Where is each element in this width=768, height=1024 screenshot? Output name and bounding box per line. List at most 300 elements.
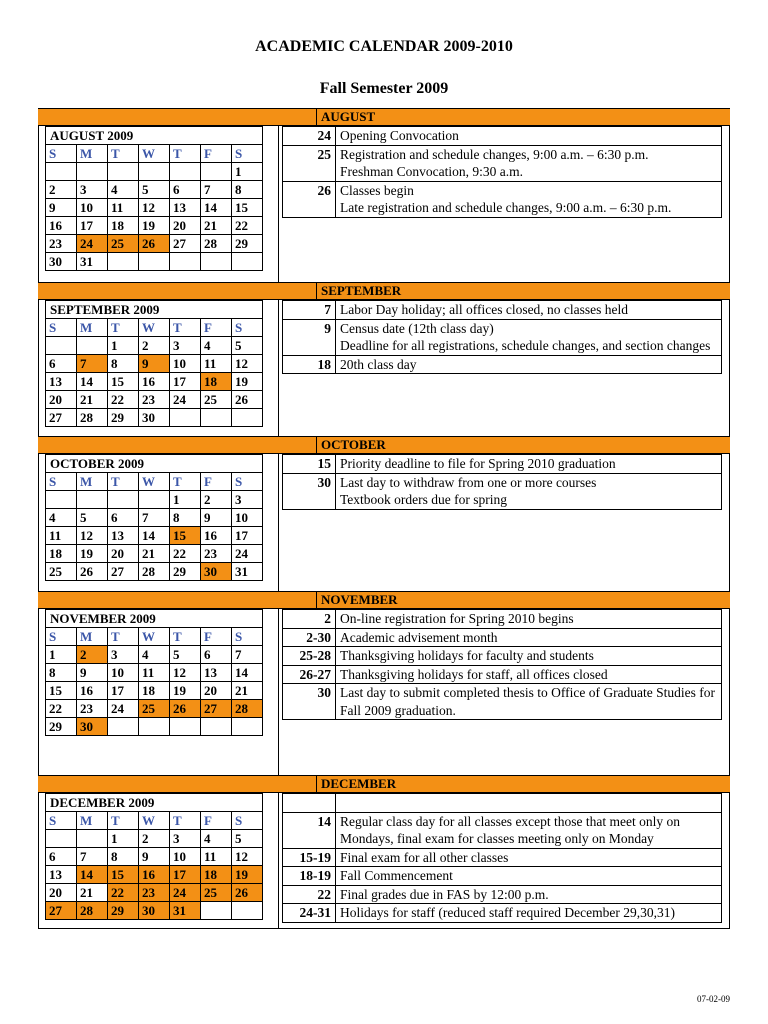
mini-calendar	[45, 793, 263, 920]
event-date: 9	[283, 319, 336, 355]
calendar-day: 14	[139, 527, 170, 545]
calendar-day: 1	[170, 491, 201, 509]
calendar-day	[77, 491, 108, 509]
calendar-day	[201, 718, 232, 736]
calendar-day	[170, 718, 201, 736]
weekday-header: F	[201, 473, 232, 491]
calendar-day: 3	[170, 830, 201, 848]
event-date: 30	[283, 473, 336, 509]
calendar-day: 2	[139, 830, 170, 848]
calendar-day: 6	[46, 848, 77, 866]
event-line: Academic advisement month	[340, 629, 498, 645]
event-description	[336, 794, 722, 813]
calendar-day	[232, 902, 263, 920]
calendar-day	[201, 409, 232, 427]
event-date: 26-27	[283, 665, 336, 684]
calendar-day: 26	[232, 884, 263, 902]
event-description	[336, 647, 722, 666]
calendar-day	[201, 902, 232, 920]
calendar-day: 8	[170, 509, 201, 527]
calendar-day: 4	[108, 181, 139, 199]
calendar-day: 7	[232, 646, 263, 664]
weekday-header: S	[232, 319, 263, 337]
weekday-header: T	[108, 473, 139, 491]
calendar-day: 5	[77, 509, 108, 527]
event-row	[283, 848, 722, 867]
calendar-day: 1	[46, 646, 77, 664]
event-row	[283, 812, 722, 848]
event-date: 2-30	[283, 628, 336, 647]
event-row	[283, 145, 722, 181]
calendar-month-title: NOVEMBER 2009	[46, 610, 263, 628]
calendar-day: 28	[77, 902, 108, 920]
mini-calendar	[45, 126, 263, 271]
event-line: Late registration and schedule changes, 9:00 a.m. – 6:30 p.m.	[340, 200, 672, 215]
calendar-day: 16	[139, 373, 170, 391]
weekday-header: T	[170, 319, 201, 337]
calendar-day: 12	[232, 355, 263, 373]
calendar-day: 30	[139, 902, 170, 920]
weekday-header: S	[46, 812, 77, 830]
event-line: Thanksgiving holidays for staff, all offices closed	[340, 666, 608, 682]
event-description	[336, 181, 722, 217]
calendar-day: 9	[77, 664, 108, 682]
calendar-day: 1	[108, 337, 139, 355]
mini-calendar	[45, 300, 263, 427]
event-row	[283, 794, 722, 813]
column-divider	[278, 300, 279, 436]
event-description	[336, 610, 722, 629]
event-line: Registration and schedule changes, 9:00 a.m. – 6:30 p.m.	[340, 146, 649, 162]
column-divider	[278, 126, 279, 282]
calendar-day: 17	[170, 373, 201, 391]
calendar-day: 13	[46, 373, 77, 391]
month-bar-label: SEPTEMBER	[316, 283, 730, 301]
weekday-header: W	[139, 473, 170, 491]
calendar-day	[108, 253, 139, 271]
footer-code: 07-02-09	[697, 994, 730, 1004]
calendar-day: 11	[46, 527, 77, 545]
events-table	[282, 300, 722, 374]
calendar-day	[232, 253, 263, 271]
month-bar-label: DECEMBER	[316, 776, 730, 794]
event-date: 15-19	[283, 848, 336, 867]
weekday-header: T	[170, 145, 201, 163]
event-description	[336, 473, 722, 509]
weekday-header: S	[232, 812, 263, 830]
calendar-day: 31	[232, 563, 263, 581]
event-description	[336, 848, 722, 867]
weekday-header: T	[108, 628, 139, 646]
calendar-day: 12	[170, 664, 201, 682]
calendar-day: 7	[77, 355, 108, 373]
event-date: 24	[283, 127, 336, 146]
weekday-header: S	[232, 628, 263, 646]
calendar-day: 14	[77, 866, 108, 884]
calendar-day: 12	[139, 199, 170, 217]
calendar-day: 28	[77, 409, 108, 427]
calendar-day: 16	[139, 866, 170, 884]
weekday-header: T	[108, 145, 139, 163]
calendar-day: 24	[232, 545, 263, 563]
calendar-day: 9	[139, 848, 170, 866]
event-row	[283, 684, 722, 720]
calendar-day: 21	[77, 884, 108, 902]
calendar-day: 14	[232, 664, 263, 682]
calendar-day	[170, 253, 201, 271]
calendar-day: 12	[77, 527, 108, 545]
weekday-header: W	[139, 812, 170, 830]
event-description	[336, 628, 722, 647]
calendar-day: 23	[46, 235, 77, 253]
event-row	[283, 610, 722, 629]
calendar-day: 22	[232, 217, 263, 235]
calendar-day	[46, 163, 77, 181]
calendar-day: 3	[77, 181, 108, 199]
event-line: Freshman Convocation, 9:30 a.m.	[340, 164, 523, 179]
calendar-day: 23	[77, 700, 108, 718]
event-date: 15	[283, 455, 336, 474]
event-row	[283, 127, 722, 146]
calendar-day	[170, 409, 201, 427]
calendar-day: 25	[139, 700, 170, 718]
event-date: 30	[283, 684, 336, 720]
calendar-day: 17	[108, 682, 139, 700]
calendar-day: 18	[201, 866, 232, 884]
weekday-header: S	[46, 145, 77, 163]
calendar-day: 27	[201, 700, 232, 718]
mini-calendar	[45, 609, 263, 736]
event-row	[283, 665, 722, 684]
weekday-header: S	[46, 628, 77, 646]
calendar-day: 20	[170, 217, 201, 235]
event-row	[283, 473, 722, 509]
event-row	[283, 181, 722, 217]
calendar-day: 21	[139, 545, 170, 563]
event-row	[283, 904, 722, 923]
calendar-month-title: OCTOBER 2009	[46, 455, 263, 473]
calendar-day: 16	[46, 217, 77, 235]
event-line: Census date (12th class day)	[340, 320, 494, 336]
event-row	[283, 647, 722, 666]
event-line: Classes begin	[340, 182, 414, 198]
calendar-day	[77, 337, 108, 355]
month-bar	[38, 282, 730, 300]
event-description	[336, 684, 722, 720]
weekday-header: M	[77, 319, 108, 337]
calendar-month-title: AUGUST 2009	[46, 127, 263, 145]
event-line: Thanksgiving holidays for faculty and students	[340, 648, 594, 663]
calendar-day	[77, 830, 108, 848]
event-row	[283, 885, 722, 904]
weekday-header: S	[46, 473, 77, 491]
calendar-day: 8	[108, 848, 139, 866]
month-section-september	[38, 282, 730, 436]
calendar-day: 1	[232, 163, 263, 181]
month-section-august	[38, 108, 730, 282]
calendar-day: 14	[77, 373, 108, 391]
calendar-day: 24	[77, 235, 108, 253]
calendar-day: 15	[46, 682, 77, 700]
calendar-day: 5	[232, 337, 263, 355]
calendar-day: 29	[232, 235, 263, 253]
calendar-day: 29	[108, 409, 139, 427]
calendar-day: 10	[232, 509, 263, 527]
calendar-day: 20	[108, 545, 139, 563]
calendar-day: 28	[201, 235, 232, 253]
event-row	[283, 455, 722, 474]
weekday-header: F	[201, 145, 232, 163]
event-description	[336, 355, 722, 374]
event-date: 7	[283, 301, 336, 320]
event-description	[336, 301, 722, 320]
weekday-header: T	[170, 473, 201, 491]
calendar-day: 8	[108, 355, 139, 373]
calendar-day: 24	[170, 884, 201, 902]
event-description	[336, 127, 722, 146]
event-line: Priority deadline to file for Spring 2010 graduation	[340, 456, 616, 471]
calendar-day	[108, 491, 139, 509]
calendar-day: 19	[139, 217, 170, 235]
calendar-day: 3	[232, 491, 263, 509]
event-date: 26	[283, 181, 336, 217]
calendar-day: 3	[108, 646, 139, 664]
calendar-day	[232, 718, 263, 736]
calendar-day	[46, 830, 77, 848]
calendar-day: 26	[232, 391, 263, 409]
event-row	[283, 319, 722, 355]
calendar-day: 13	[108, 527, 139, 545]
event-description	[336, 665, 722, 684]
calendar-day: 7	[201, 181, 232, 199]
month-bar	[38, 591, 730, 609]
calendar-day: 5	[170, 646, 201, 664]
calendar-day: 21	[77, 391, 108, 409]
calendar-day: 29	[46, 718, 77, 736]
calendar-day: 17	[77, 217, 108, 235]
calendar-day: 28	[232, 700, 263, 718]
calendar-day: 19	[232, 373, 263, 391]
calendar-day: 4	[201, 830, 232, 848]
event-date: 24-31	[283, 904, 336, 923]
calendar-day	[139, 718, 170, 736]
calendar-day	[139, 491, 170, 509]
weekday-header: S	[46, 319, 77, 337]
calendar-day: 4	[46, 509, 77, 527]
calendar-day: 2	[46, 181, 77, 199]
calendar-day: 11	[139, 664, 170, 682]
event-line: Holidays for staff (reduced staff required December 29,30,31)	[340, 905, 676, 920]
calendar-day: 27	[46, 902, 77, 920]
calendar-day: 26	[77, 563, 108, 581]
event-line: Fall Commencement	[340, 868, 453, 883]
calendar-day: 10	[77, 199, 108, 217]
calendar-day: 27	[108, 563, 139, 581]
calendar-day	[139, 253, 170, 271]
calendar-day: 23	[201, 545, 232, 563]
calendar-day: 15	[232, 199, 263, 217]
calendar-day	[170, 163, 201, 181]
calendar-day: 16	[201, 527, 232, 545]
calendar-day: 21	[232, 682, 263, 700]
calendar-day: 30	[77, 718, 108, 736]
calendar-day: 15	[108, 866, 139, 884]
event-row	[283, 301, 722, 320]
calendar-day	[201, 253, 232, 271]
month-bar	[38, 108, 730, 126]
calendar-day: 30	[201, 563, 232, 581]
calendar-day: 17	[170, 866, 201, 884]
calendar-day: 6	[46, 355, 77, 373]
calendar-day: 18	[108, 217, 139, 235]
calendar-day	[232, 409, 263, 427]
calendar-day: 27	[170, 235, 201, 253]
calendar-day	[201, 163, 232, 181]
event-date: 14	[283, 812, 336, 848]
document-title: ACADEMIC CALENDAR 2009-2010	[255, 38, 513, 55]
event-line: Regular class day for all classes except those that meet only on Mondays, final exam for classes meeting only on Monday	[340, 813, 681, 846]
calendar-day: 23	[139, 391, 170, 409]
calendar-day: 10	[170, 848, 201, 866]
event-line: Opening Convocation	[340, 128, 459, 143]
calendar-day: 18	[139, 682, 170, 700]
calendar-day: 6	[170, 181, 201, 199]
event-line: On-line registration for Spring 2010 begins	[340, 611, 574, 626]
event-description	[336, 885, 722, 904]
calendar-day: 15	[170, 527, 201, 545]
calendar-day: 22	[46, 700, 77, 718]
calendar-day: 25	[201, 884, 232, 902]
calendar-day: 6	[201, 646, 232, 664]
event-line: Final grades due in FAS by 12:00 p.m.	[340, 886, 549, 902]
event-date: 25	[283, 145, 336, 181]
weekday-header: T	[108, 812, 139, 830]
event-line: Deadline for all registrations, schedule changes, and section changes	[340, 338, 711, 353]
calendar-day	[108, 163, 139, 181]
calendar-day	[139, 163, 170, 181]
calendar-day: 17	[232, 527, 263, 545]
weekday-header: T	[170, 812, 201, 830]
calendar-day: 19	[77, 545, 108, 563]
weekday-header: T	[170, 628, 201, 646]
calendar-day: 30	[46, 253, 77, 271]
calendar-day: 9	[201, 509, 232, 527]
calendar-day: 21	[201, 217, 232, 235]
weekday-header: W	[139, 145, 170, 163]
calendar-day: 18	[46, 545, 77, 563]
calendar-day	[108, 718, 139, 736]
calendar-day: 22	[170, 545, 201, 563]
weekday-header: M	[77, 473, 108, 491]
event-line	[340, 794, 717, 812]
month-section-november	[38, 591, 730, 775]
event-line: Textbook orders due for spring	[340, 492, 508, 507]
calendar-day: 14	[201, 199, 232, 217]
calendar-day: 7	[77, 848, 108, 866]
calendar-day: 8	[232, 181, 263, 199]
event-line: Labor Day holiday; all offices closed, no classes held	[340, 302, 629, 317]
calendar-day: 31	[170, 902, 201, 920]
weekday-header: S	[232, 473, 263, 491]
calendar-day: 11	[108, 199, 139, 217]
calendar-day: 30	[139, 409, 170, 427]
calendar-day: 2	[139, 337, 170, 355]
event-description	[336, 812, 722, 848]
event-line: 20th class day	[340, 356, 417, 372]
calendar-day: 19	[170, 682, 201, 700]
month-section-december	[38, 775, 730, 929]
event-description	[336, 867, 722, 886]
calendar-day: 10	[170, 355, 201, 373]
column-divider	[278, 454, 279, 591]
event-line: Last day to withdraw from one or more courses	[340, 474, 597, 490]
event-line: Last day to submit completed thesis to Office of Graduate Studies for Fall 2009 graduation.	[340, 685, 716, 718]
event-description	[336, 455, 722, 474]
calendar-day: 2	[201, 491, 232, 509]
month-bar-label: OCTOBER	[316, 437, 730, 455]
event-description	[336, 145, 722, 181]
event-date: 25-28	[283, 647, 336, 666]
calendar-day: 25	[46, 563, 77, 581]
event-date: 18-19	[283, 867, 336, 886]
calendar-day: 1	[108, 830, 139, 848]
calendar-day: 13	[46, 866, 77, 884]
month-bar-label: NOVEMBER	[316, 592, 730, 610]
calendar-day: 12	[232, 848, 263, 866]
event-description	[336, 319, 722, 355]
calendar-day: 22	[108, 884, 139, 902]
weekday-header: M	[77, 812, 108, 830]
calendar-day: 6	[108, 509, 139, 527]
calendar-day: 26	[170, 700, 201, 718]
weekday-header: F	[201, 628, 232, 646]
calendar-day: 24	[170, 391, 201, 409]
events-table	[282, 609, 722, 720]
calendar-day: 4	[201, 337, 232, 355]
calendar-day: 26	[139, 235, 170, 253]
event-line: Final exam for all other classes	[340, 849, 509, 865]
calendar-day: 16	[77, 682, 108, 700]
calendar-day: 4	[139, 646, 170, 664]
calendar-day: 29	[108, 902, 139, 920]
calendar-day: 25	[201, 391, 232, 409]
weekday-header: T	[108, 319, 139, 337]
event-date	[283, 794, 336, 813]
semester-title: Fall Semester 2009	[319, 80, 449, 97]
calendar-day: 3	[170, 337, 201, 355]
calendar-day: 2	[77, 646, 108, 664]
calendar-day: 11	[201, 355, 232, 373]
calendar-day: 28	[139, 563, 170, 581]
calendar-day: 20	[46, 884, 77, 902]
month-bar	[38, 775, 730, 793]
calendar-day: 15	[108, 373, 139, 391]
weekday-header: F	[201, 319, 232, 337]
calendar-month-title: DECEMBER 2009	[46, 794, 263, 812]
calendar-day: 29	[170, 563, 201, 581]
calendar-day: 5	[139, 181, 170, 199]
weekday-header: M	[77, 628, 108, 646]
weekday-header: W	[139, 628, 170, 646]
weekday-header: W	[139, 319, 170, 337]
month-bar	[38, 436, 730, 454]
month-section-october	[38, 436, 730, 591]
event-date: 2	[283, 610, 336, 629]
calendar-day: 27	[46, 409, 77, 427]
calendar-day: 20	[201, 682, 232, 700]
calendar-day: 20	[46, 391, 77, 409]
mini-calendar	[45, 454, 263, 581]
